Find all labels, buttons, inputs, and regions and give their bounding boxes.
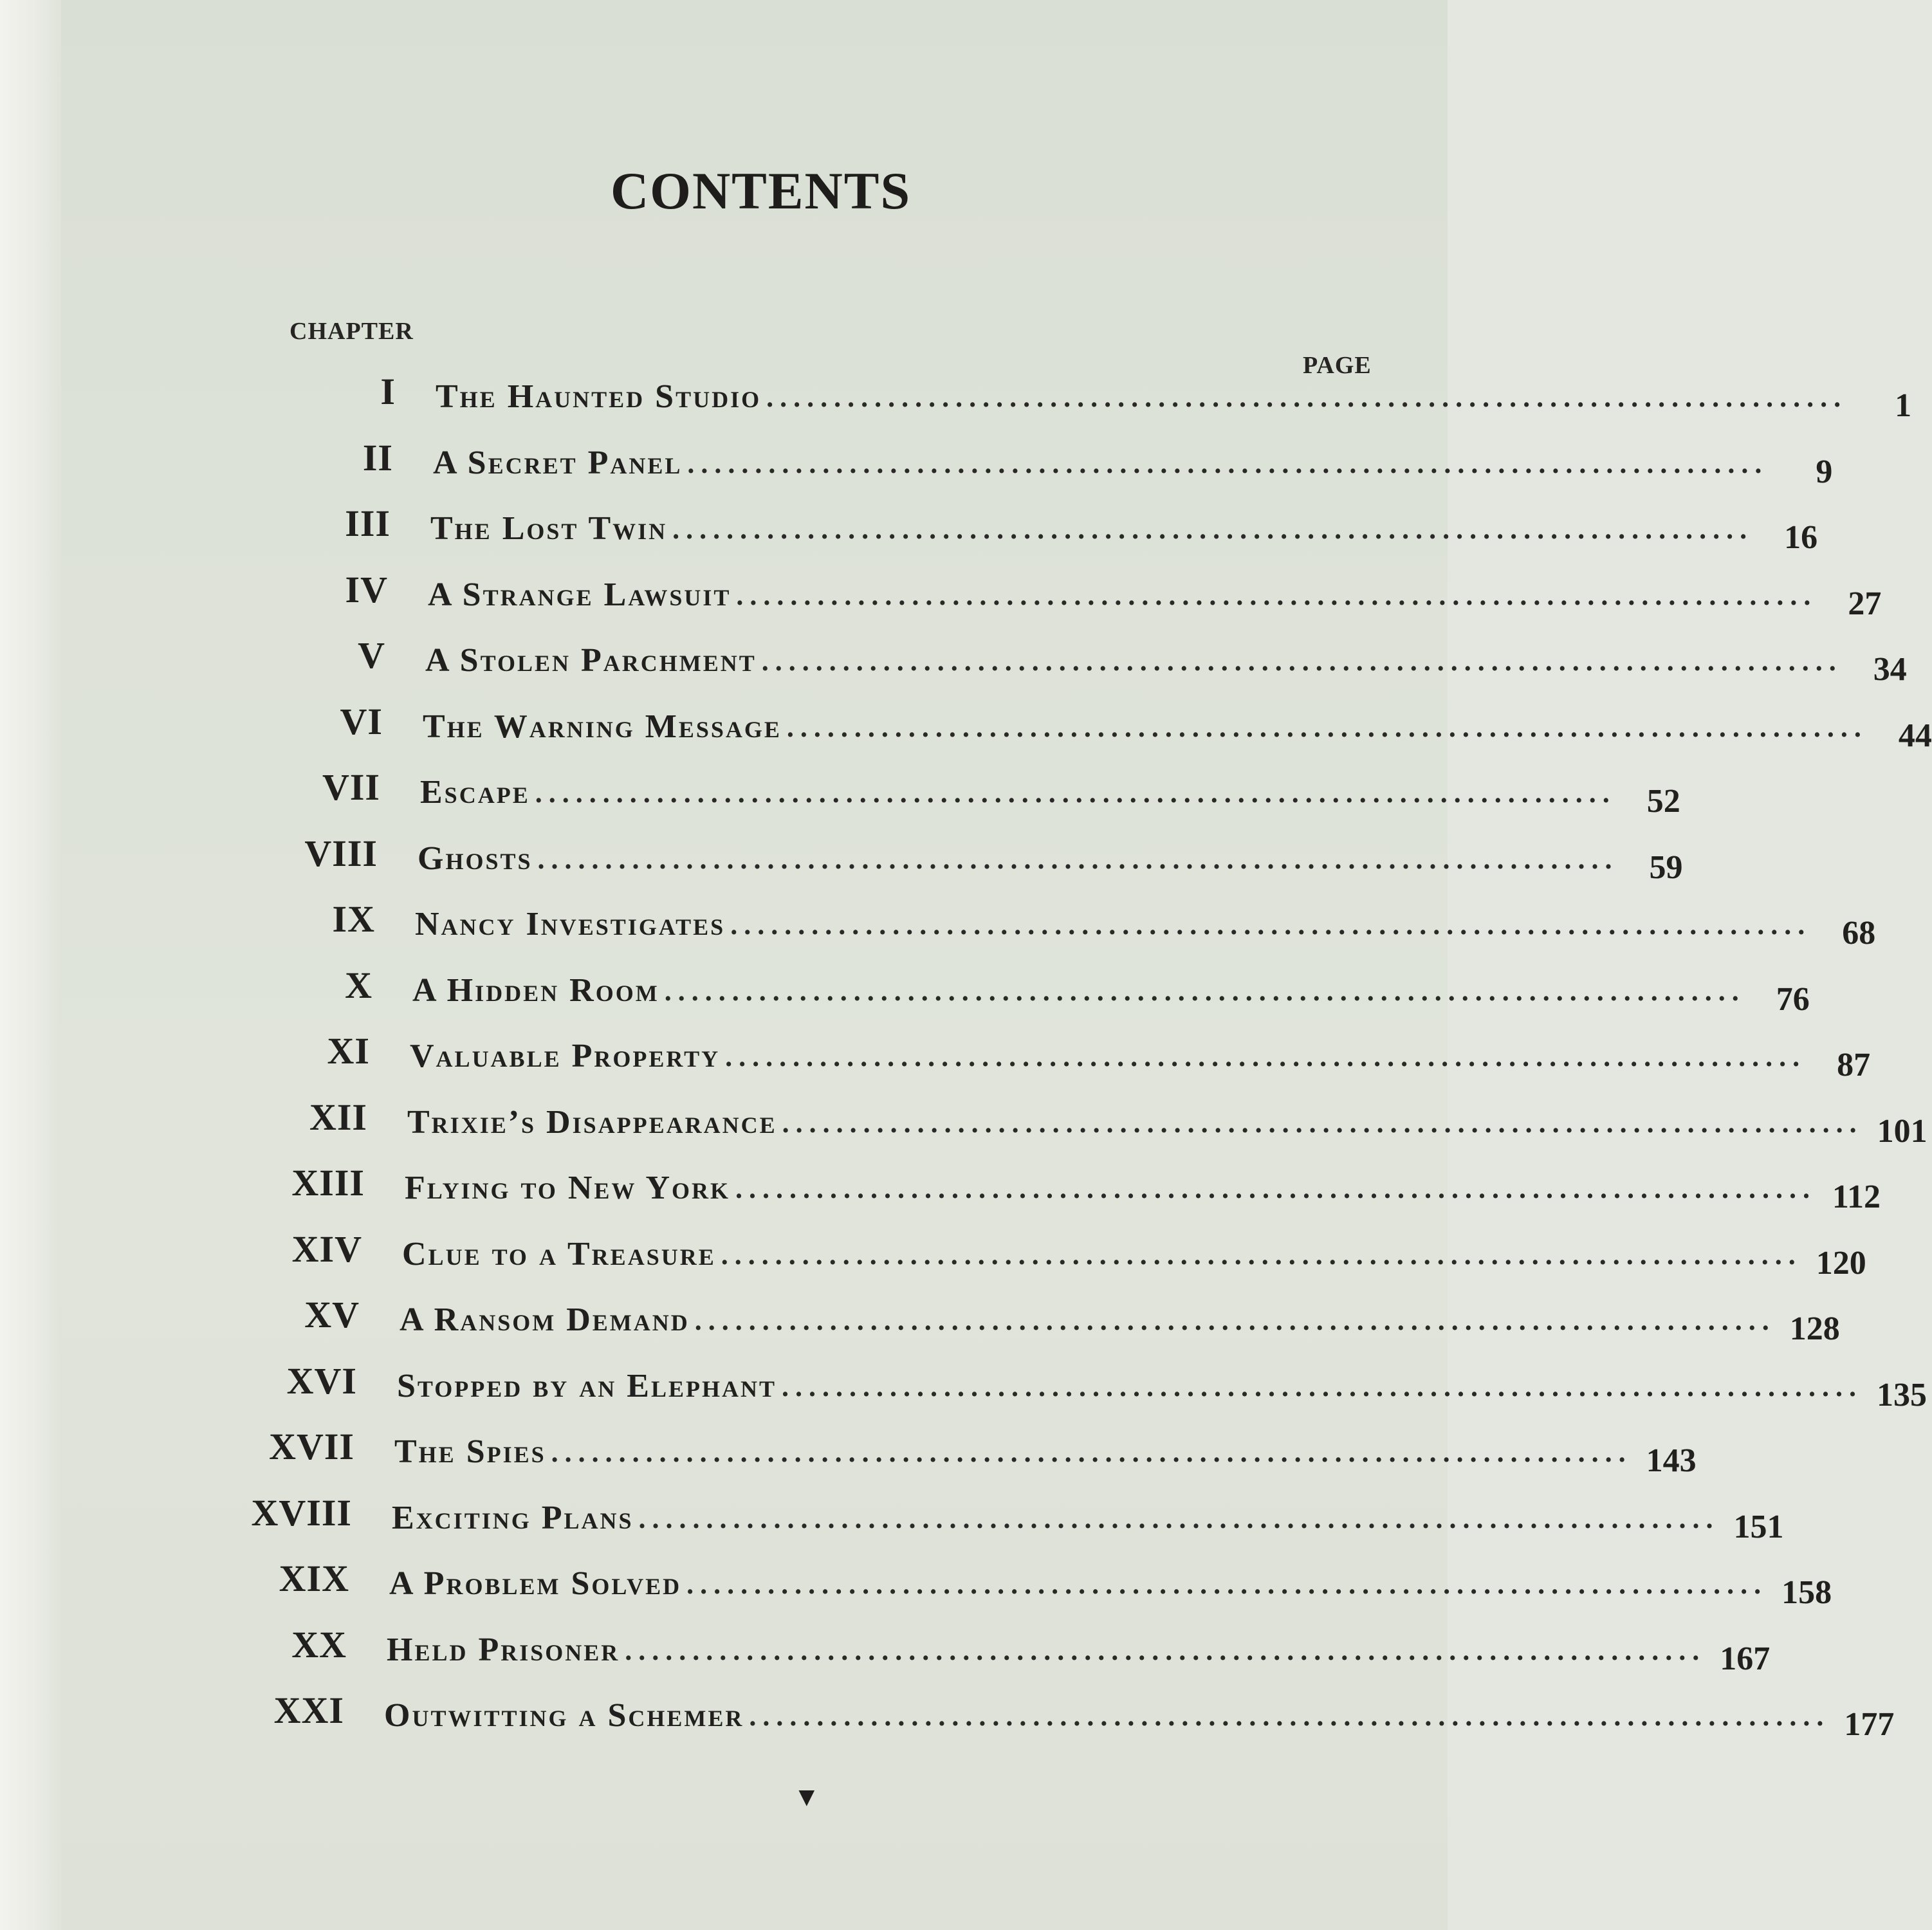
chapter-number: IV [345,568,388,611]
page-number: 151 [1733,1508,1784,1545]
chapter-title: A Secret Panel [433,444,683,481]
toc-entry [234,568,1882,622]
chapter-title: A Stolen Parchment [425,642,757,679]
chapter-number: XIV [291,1227,362,1270]
chapter-number: VII [322,766,380,808]
dot-leader: ................................................................................ [786,711,1868,743]
chapter-column-header: CHAPTER [290,318,414,345]
dot-leader: ................................................................................ [730,909,1812,941]
toc-line [387,1631,1771,1677]
ornament-icon: ▼ [793,1783,820,1812]
chapter-title: Trixie’s Disappearance [407,1103,777,1141]
chapter-number: VIII [304,832,378,874]
toc-line [425,641,1907,688]
chapter-number: VI [340,700,383,742]
chapter-number: XX [291,1623,347,1666]
page-number: 59 [1649,849,1683,886]
chapter-number: II [362,436,393,479]
toc-line [420,773,1680,820]
toc-line [405,1169,1881,1215]
dot-leader: ................................................................................ [761,645,1843,677]
chapter-title: Ghosts [418,840,533,877]
chapter-title: The Haunted Studio [436,378,762,415]
toc-entry [192,1623,1771,1677]
page-number: 177 [1844,1706,1895,1743]
chapter-number: XVI [286,1359,357,1402]
chapter-number: IX [332,898,375,940]
chapter-number: XV [304,1294,360,1336]
page-number: 44 [1898,717,1932,754]
chapter-number: III [345,502,391,544]
chapter-title: A Problem Solved [389,1565,682,1602]
toc-line [436,378,1912,424]
chapter-number: XIII [291,1162,365,1204]
page-column-header: PAGE [1303,352,1372,379]
dot-leader: ................................................................................ [749,1700,1830,1732]
toc-entry [241,370,1912,424]
toc-entry [216,1029,1871,1083]
dot-leader: ................................................................................ [694,1305,1776,1336]
page-number: 158 [1781,1574,1832,1611]
chapter-title: Held Prisoner [387,1631,620,1668]
dot-leader: ................................................................................ [725,1041,1807,1072]
chapter-number: XIX [279,1558,349,1599]
chapter-title: Clue to a Treasure [402,1235,716,1273]
page-number: 52 [1646,783,1680,820]
chapter-title: Flying to New York [405,1170,731,1206]
toc-line [433,444,1833,490]
toc-entry [231,634,1907,688]
toc-line [389,1565,1832,1611]
toc-line [402,1235,1866,1282]
toc-entry [228,700,1932,754]
toc-line [423,708,1932,754]
chapter-number: XVII [269,1426,354,1467]
dot-leader: ................................................................................ [625,1634,1706,1666]
toc-entry [236,502,1818,556]
page-number: 1 [1895,387,1912,424]
dot-leader: ................................................................................ [687,447,1769,479]
chapter-title: Exciting Plans [392,1499,634,1536]
toc-line [410,1037,1871,1083]
dot-leader: ................................................................................ [782,1370,1863,1402]
dot-leader: ................................................................................ [766,381,1848,413]
toc-list [61,0,1932,1930]
toc-line [397,1367,1927,1413]
dot-leader: ................................................................................ [686,1568,1768,1600]
page-number: 112 [1832,1179,1881,1215]
toc-entry [205,1293,1840,1347]
page-gutter [0,0,61,1930]
toc-entry [213,1096,1927,1150]
chapter-title: The Warning Message [423,708,782,745]
page-number: 120 [1816,1244,1866,1282]
dot-leader: ................................................................................ [638,1502,1720,1534]
chapter-title: The Spies [394,1433,546,1470]
chapter-title: Stopped by an Elephant [397,1367,777,1404]
toc-entry [190,1689,1895,1743]
page-number: 87 [1837,1047,1871,1083]
page-number: 27 [1848,585,1882,622]
dot-leader: ................................................................................ [782,1107,1863,1139]
toc-line [415,905,1876,951]
chapter-number: V [358,634,385,676]
page-number: 68 [1842,915,1876,951]
dot-leader: ................................................................................ [736,579,1817,611]
page-number: 101 [1877,1112,1927,1150]
page-number: 128 [1789,1310,1840,1347]
toc-line [384,1696,1895,1743]
dot-leader: ................................................................................ [721,1238,1802,1271]
toc-entry [200,1425,1697,1479]
toc-entry [208,1227,1866,1282]
toc-entry [195,1557,1832,1611]
page-number: 143 [1646,1442,1697,1479]
chapter-title: Outwitting a Schemer [384,1697,744,1734]
toc-entry [203,1359,1927,1413]
chapter-title: Escape [420,774,530,811]
page-number: 167 [1720,1640,1771,1677]
dot-leader: ................................................................................ [535,777,1616,809]
chapter-title: The Lost Twin [430,510,668,547]
toc-line [407,1103,1927,1150]
toc-line [428,576,1882,622]
toc-line [412,971,1810,1018]
chapter-title: A Hidden Room [412,971,659,1009]
toc-line [392,1499,1784,1545]
chapter-title: Valuable Property [410,1038,721,1074]
chapter-number: I [380,371,396,412]
dot-leader: ................................................................................ [551,1437,1632,1468]
page-number: 9 [1816,453,1833,490]
page-number: 34 [1873,651,1907,688]
dot-leader: ................................................................................ [537,843,1619,875]
toc-entry [198,1491,1784,1545]
toc-entry [221,897,1876,951]
toc-line [430,510,1818,556]
book-page [61,0,1932,1930]
page-number: 76 [1776,980,1810,1018]
toc-entry [239,436,1833,490]
dot-leader: ................................................................................ [735,1173,1817,1204]
dot-leader: ................................................................................ [664,975,1745,1007]
dot-leader: ................................................................................ [672,513,1754,545]
chapter-number: XII [309,1096,367,1138]
chapter-number: X [345,964,373,1006]
contents-title: CONTENTS [610,161,912,220]
chapter-number: XXI [273,1689,344,1731]
chapter-number: XVIII [251,1491,352,1534]
chapter-number: XI [327,1030,370,1072]
toc-entry [226,766,1680,820]
toc-entry [223,832,1683,886]
toc-line [418,840,1683,886]
page-number: 16 [1784,519,1818,556]
toc-entry [210,1161,1881,1215]
chapter-title: A Strange Lawsuit [428,576,731,613]
chapter-title: Nancy Investigates [415,906,726,942]
toc-line [394,1433,1697,1479]
chapter-title: A Ransom Demand [400,1301,690,1338]
toc-entry [218,964,1810,1018]
toc-line [400,1301,1840,1347]
page-number: 135 [1877,1376,1927,1413]
